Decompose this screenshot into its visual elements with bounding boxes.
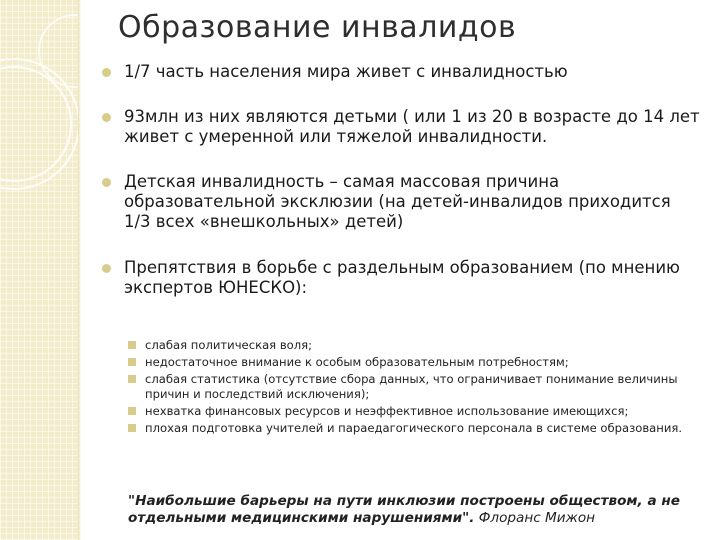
sub-bullet-text: нехватка финансовых ресурсов и неэффективное использование имеющихся; [145,404,629,418]
sub-bullet-text: плохая подготовка учителей и параедагогического персонала в системе образования. [145,421,683,435]
slide-title: Образование инвалидов [118,10,517,45]
sub-bullet-text: недостаточное внимание к особым образовательным потребностям; [145,355,569,369]
square-bullet-icon [128,358,136,366]
sub-bullet-item [128,338,698,353]
bullet-dot-icon [102,178,111,187]
bullet-text: Детская инвалидность – самая массовая причина образовательной эксклюзии (на детей-инвалидов приходится 1/3 всех «внешкольных» детей) [124,172,671,231]
square-bullet-icon [128,407,136,415]
quote [128,493,708,527]
bullet-dot-icon [102,68,111,77]
bullet-item [100,258,700,298]
bullet-text: 93млн из них являются детьми ( или 1 из 20 в возрасте до 14 лет живет с умеренной или тяжелой инвалидности. [124,107,700,146]
bullet-dot-icon [102,264,111,273]
sub-bullet-item [128,372,698,402]
bullet-item [100,172,700,232]
sub-bullet-item [128,404,698,419]
bullet-item [100,62,700,82]
sub-bullet-text: слабая статистика (отсутствие сбора данных, что ограничивает понимание величины причин и последствий исключения); [145,372,678,401]
sub-bullet-item [128,421,698,436]
square-bullet-icon [128,341,136,349]
square-bullet-icon [128,375,136,383]
sub-bullet-list [128,338,698,438]
bullet-dot-icon [102,113,111,122]
sub-bullet-item [128,355,698,370]
bullet-text: Препятствия в борьбе с раздельным образованием (по мнению экспертов ЮНЕСКО): [124,258,680,297]
quote-author: Флоранс Мижон [478,510,596,526]
sub-bullet-text: слабая политическая воля; [145,338,313,352]
bullet-text: 1/7 часть населения мира живет с инвалидностью [124,62,568,81]
bullet-item [100,107,700,147]
square-bullet-icon [128,424,136,432]
decorative-side-band [0,0,78,540]
bullet-list [100,62,700,318]
quote-text: "Наибольшие барьеры на пути инклюзии построены обществом, а не отдельными медицинскими нарушениями". [128,493,680,526]
side-band-edge [78,0,81,540]
